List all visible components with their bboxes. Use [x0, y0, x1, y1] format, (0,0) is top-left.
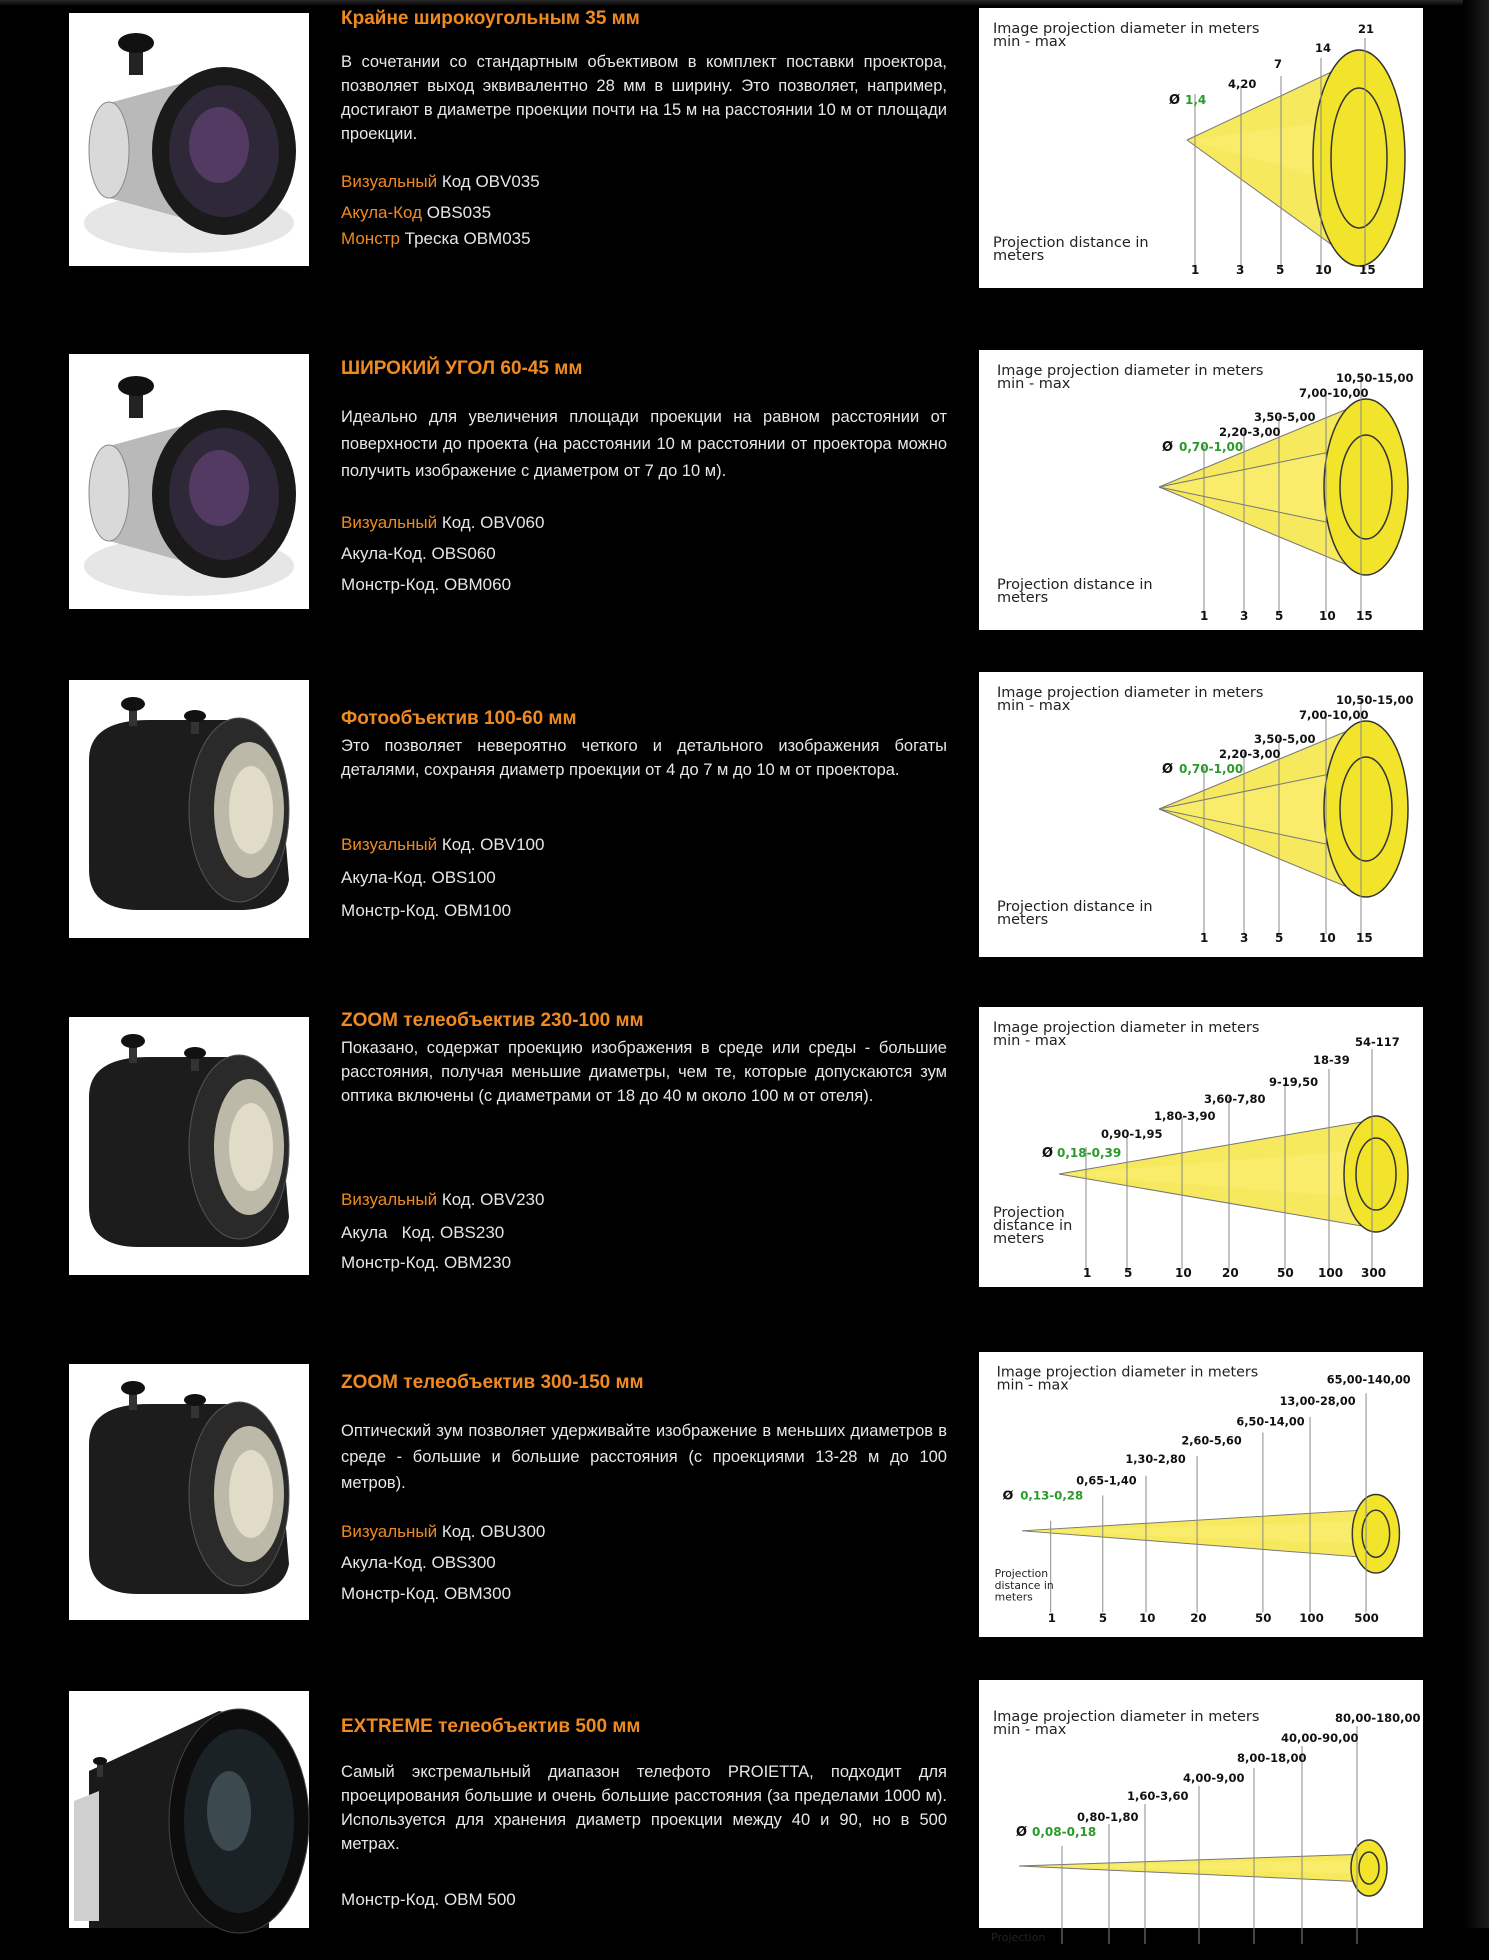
projection-chart — [979, 1680, 1423, 1944]
chart-caption-minmax: min - max — [993, 1033, 1067, 1049]
distance-tick: 5 — [1275, 609, 1284, 623]
product-info — [341, 1716, 947, 1915]
distance-tick: 15 — [1359, 263, 1376, 277]
projection-chart — [979, 350, 1423, 630]
chart-caption-minmax: min - max — [996, 1377, 1069, 1394]
product-title: Крайне широкоугольным 35 мм — [341, 8, 640, 29]
distance-tick: 1 — [1200, 609, 1209, 623]
chart-caption-bottom: Projection — [994, 1566, 1049, 1580]
diameter-value: 4,20 — [1228, 77, 1257, 91]
lens-photo-tele — [69, 1017, 309, 1275]
distance-tick: 3 — [1240, 931, 1249, 945]
distance-tick: 5 — [1098, 1611, 1108, 1626]
projection-chart — [979, 1352, 1423, 1637]
distance-tick: 5 — [1275, 931, 1284, 945]
diameter-value: 1,80-3,90 — [1154, 1109, 1216, 1123]
chart-caption-top: Image projection diameter in meters — [997, 363, 1264, 379]
chart-caption-bottom: Projection — [993, 1205, 1065, 1221]
code-line: Визуальный Код. OBV060 — [341, 513, 545, 532]
diameter-value: 6,50-14,00 — [1236, 1415, 1305, 1429]
diameter-value: 7,00-10,00 — [1299, 708, 1369, 722]
diameter-value: 7 — [1274, 57, 1283, 71]
page-right-edge — [1463, 0, 1489, 1928]
product-codes — [341, 507, 947, 600]
distance-tick: 5 — [1124, 1266, 1133, 1280]
lens-photo-wide — [69, 13, 309, 266]
diameter-symbol: Ø — [1162, 440, 1174, 455]
product-description: В сочетании со стандартным объективом в комплект поставки проектора, позволяет выход эквивалентно 28 мм в ширину. Это позволяет, например, достигают в диаметре проекции почти на 15 м на расстоянии 10 м от площади проекции. — [341, 53, 947, 143]
code-line: Монстр-Код. OBM060 — [341, 575, 512, 594]
distance-tick: 15 — [1356, 609, 1373, 623]
extreme-tele-lens-image — [69, 1691, 309, 1928]
product-info — [341, 8, 947, 250]
tele-lens-image — [69, 1364, 309, 1620]
diameter-value: 1,60-3,60 — [1127, 1789, 1189, 1803]
chart-caption-meters: meters — [993, 1231, 1045, 1247]
chart-caption-minmax: min - max — [997, 698, 1071, 714]
product-codes — [341, 1516, 947, 1609]
product-title: ШИРОКИЙ УГОЛ 60-45 мм — [341, 358, 583, 379]
diameter-value: 8,00-18,00 — [1237, 1751, 1307, 1765]
min-diameter: 0,70-1,00 — [1179, 762, 1244, 776]
projection-chart — [979, 672, 1423, 957]
tele-lens-image — [69, 1017, 309, 1275]
diameter-value: 1,30-2,80 — [1125, 1453, 1186, 1467]
product-info — [341, 708, 947, 927]
chart-caption-top: Image projection diameter in meters — [993, 1020, 1260, 1036]
distance-tick: 300 — [1361, 1266, 1387, 1280]
product-title: EXTREME телеобъектив 500 мм — [341, 1716, 641, 1737]
min-diameter: 0,13-0,28 — [1020, 1488, 1084, 1503]
product-codes — [341, 1884, 947, 1915]
distance-tick: 5 — [1276, 263, 1285, 277]
code-line: Монстр-Код. OBM230 — [341, 1253, 512, 1272]
code-line: Монстр-Код. OBM 500 — [341, 1890, 516, 1909]
lens-photo-extreme — [69, 1691, 309, 1928]
code-line: Акула-Код. OBS060 — [341, 544, 496, 563]
code-line: Визуальный Код OBV035 — [341, 172, 540, 191]
code-line: Монстр-Код. OBM100 — [341, 901, 512, 920]
min-diameter: 0,08-0,18 — [1032, 1825, 1097, 1839]
diameter-value: 2,60-5,60 — [1181, 1434, 1242, 1448]
distance-tick: 10 — [1319, 931, 1336, 945]
diameter-symbol: Ø — [1162, 762, 1174, 777]
chart-caption-top: Image projection diameter in meters — [993, 21, 1260, 37]
projection-chart — [979, 1007, 1423, 1287]
diameter-symbol: Ø — [1002, 1488, 1014, 1504]
diameter-value: 0,65-1,40 — [1076, 1474, 1137, 1488]
chart-caption-meters: meters — [994, 1590, 1033, 1604]
distance-tick: 1 — [1083, 1266, 1092, 1280]
product-title: Фотообъектив 100-60 мм — [341, 708, 577, 729]
distance-tick: 500 — [1354, 1611, 1379, 1626]
diameter-symbol: Ø — [1016, 1825, 1028, 1840]
distance-tick: 20 — [1190, 1611, 1207, 1626]
tele-lens-image — [69, 680, 309, 938]
diameter-value: 65,00-140,00 — [1326, 1373, 1411, 1387]
chart-caption-bottom: Projection — [991, 1931, 1046, 1944]
diameter-value: 40,00-90,00 — [1281, 1731, 1359, 1745]
chart-caption-top: Image projection diameter in meters — [997, 685, 1264, 701]
diameter-value: 21 — [1358, 22, 1375, 36]
diameter-value: 7,00-10,00 — [1299, 386, 1369, 400]
min-diameter: 0,70-1,00 — [1179, 440, 1244, 454]
projection-chart — [979, 8, 1423, 288]
chart-caption-meters: meters — [997, 590, 1049, 606]
distance-tick: 3 — [1236, 263, 1245, 277]
diameter-value: 9-19,50 — [1269, 1075, 1319, 1089]
chart-caption-bottom: Projection distance in — [997, 577, 1153, 593]
diameter-value: 4,00-9,00 — [1183, 1771, 1245, 1785]
distance-tick: 10 — [1139, 1611, 1156, 1626]
distance-tick: 100 — [1318, 1266, 1344, 1280]
diameter-value: 3,50-5,00 — [1254, 410, 1316, 424]
code-line: Акула-Код. OBS100 — [341, 868, 496, 887]
code-line: Монстр Треска OBM035 — [341, 229, 531, 248]
product-info — [341, 358, 947, 600]
min-diameter: 1,4 — [1185, 93, 1207, 107]
product-codes — [341, 166, 947, 250]
diameter-value: 14 — [1315, 41, 1332, 55]
chart-caption-minmax: min - max — [997, 376, 1071, 392]
code-line: Визуальный Код. OBV100 — [341, 835, 545, 854]
chart-caption-minmax: min - max — [993, 34, 1067, 50]
distance-tick: 10 — [1319, 609, 1336, 623]
product-description: Это позволяет невероятно четкого и детального изображения богаты деталями, сохраняя диаметр проекции от 4 до 7 м до 10 м от проектора. — [341, 737, 947, 779]
chart-caption-bottom: Projection distance in — [993, 235, 1149, 251]
distance-tick: 1 — [1200, 931, 1209, 945]
min-diameter: 0,18-0,39 — [1057, 1146, 1122, 1160]
chart-caption-top: Image projection diameter in meters — [993, 1709, 1260, 1725]
product-codes — [341, 828, 947, 927]
product-info — [341, 1010, 947, 1278]
product-description: Идеально для увеличения площади проекции на равном расстоянии от поверхности до проекта (на расстоянии 10 м расстоянии от проектора можно получить изображение с диаметром от 7 до 10 м). — [341, 408, 947, 480]
distance-tick: 20 — [1222, 1266, 1239, 1280]
lens-photo-tele — [69, 1364, 309, 1620]
wide-angle-lens-image — [69, 354, 309, 609]
diameter-value: 3,60-7,80 — [1204, 1092, 1266, 1106]
diameter-value: 54-117 — [1355, 1035, 1400, 1049]
diameter-value: 10,50-15,00 — [1336, 693, 1414, 707]
diameter-value: 2,20-3,00 — [1219, 747, 1281, 761]
diameter-symbol: Ø — [1042, 1146, 1054, 1161]
chart-caption-distance: distance in — [994, 1578, 1054, 1592]
distance-tick: 15 — [1356, 931, 1373, 945]
diameter-value: 80,00-180,00 — [1335, 1711, 1421, 1725]
diameter-value: 0,90-1,95 — [1101, 1127, 1163, 1141]
code-line: Акула-Код OBS035 — [341, 203, 492, 222]
chart-caption-distance: distance in — [993, 1218, 1073, 1234]
distance-tick: 1 — [1047, 1611, 1056, 1626]
diameter-value: 13,00-28,00 — [1279, 1395, 1356, 1409]
chart-caption-bottom: Projection distance in — [997, 899, 1153, 915]
diameter-value: 2,20-3,00 — [1219, 425, 1281, 439]
diameter-symbol: Ø — [1169, 93, 1181, 108]
code-line: Акула Код. OBS230 — [341, 1223, 505, 1242]
diameter-value: 10,50-15,00 — [1336, 371, 1414, 385]
code-line: Визуальный Код. OBU300 — [341, 1522, 546, 1541]
wide-angle-lens-image — [69, 13, 309, 266]
product-description: Показано, содержат проекцию изображения в среде или среды - большие расстояния, получая меньшие диаметры, чем те, которые допускаются зум оптика включены (с диаметрами от 18 до 40 м около 100 м от отеля). — [341, 1039, 947, 1105]
top-shadow-bar — [0, 0, 1489, 6]
product-description: Самый экстремальный диапазон телефото PROIETTA, подходит для проецирования большие и очень большие расстояния (за пределами 1000 м). Используется для хранения диаметр проекции между 40 и 90, но в 500 метрах. — [341, 1763, 947, 1853]
code-line: Визуальный Код. OBV230 — [341, 1190, 545, 1209]
code-line: Монстр-Код. OBM300 — [341, 1584, 512, 1603]
distance-tick: 50 — [1277, 1266, 1294, 1280]
diameter-value: 0,80-1,80 — [1077, 1810, 1139, 1824]
distance-tick: 100 — [1299, 1611, 1324, 1626]
chart-caption-minmax: min - max — [993, 1722, 1067, 1738]
chart-caption-top: Image projection diameter in meters — [996, 1364, 1259, 1381]
product-title: ZOOM телеобъектив 300-150 мм — [341, 1372, 644, 1393]
product-title: ZOOM телеобъектив 230-100 мм — [341, 1010, 644, 1031]
chart-caption-meters: meters — [997, 912, 1049, 928]
distance-tick: 10 — [1315, 263, 1332, 277]
distance-tick: 3 — [1240, 609, 1249, 623]
diameter-value: 3,50-5,00 — [1254, 732, 1316, 746]
product-info — [341, 1372, 947, 1609]
distance-tick: 50 — [1255, 1611, 1272, 1626]
product-description: Оптический зум позволяет удерживайте изображение в меньших диаметров в среде - большие и большие расстояния (с проекциями 13-28 м до 100 метров). — [341, 1422, 947, 1492]
distance-tick: 10 — [1175, 1266, 1192, 1280]
diameter-value: 18-39 — [1313, 1053, 1350, 1067]
distance-tick: 1 — [1191, 263, 1200, 277]
code-line: Акула-Код. OBS300 — [341, 1553, 496, 1572]
product-codes — [341, 1182, 947, 1278]
chart-caption-meters: meters — [993, 248, 1045, 264]
lens-photo-tele — [69, 680, 309, 938]
lens-photo-wide — [69, 354, 309, 609]
